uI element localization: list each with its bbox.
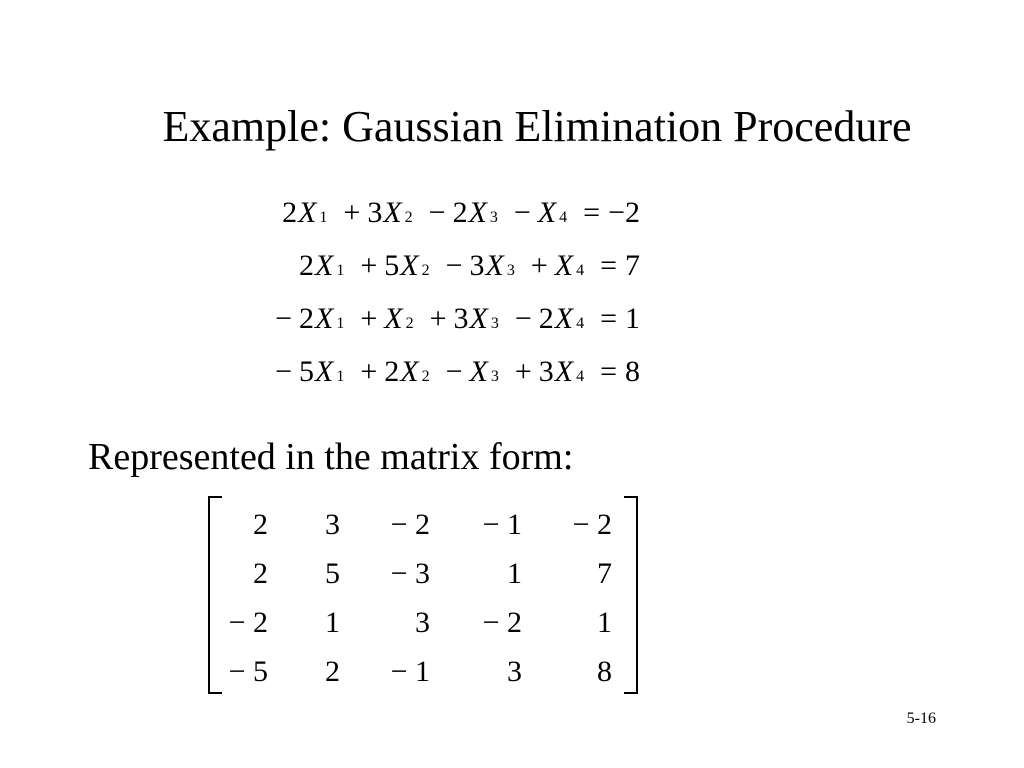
page-number: 5-16: [906, 710, 936, 727]
equation-var: X: [315, 302, 334, 335]
matrix-row: [222, 598, 622, 647]
equation-coef: 3: [538, 355, 554, 388]
matrix-cell: 1: [507, 556, 522, 590]
equation-row: [150, 302, 640, 355]
equation-sub: 3: [490, 315, 499, 332]
equation-coef: 3: [469, 249, 485, 282]
equation-var: X: [298, 196, 317, 229]
equation-op: −: [513, 196, 531, 229]
equation-sub: 1: [319, 209, 328, 226]
equation-sub: 4: [576, 262, 585, 279]
equation-sub: 4: [559, 209, 568, 226]
matrix-form-caption: Represented in the matrix form:: [88, 436, 574, 478]
equation-op: +: [360, 355, 378, 388]
matrix-cell: 7: [597, 556, 612, 590]
equation-op: =: [600, 249, 617, 282]
equation-op: −: [275, 302, 292, 335]
equation-sub: 1: [336, 315, 345, 332]
matrix-cell: − 1: [482, 507, 522, 541]
equation-coef: 2: [299, 302, 314, 335]
equation-var: X: [384, 302, 403, 335]
equation-coef: 2: [299, 249, 314, 282]
equation-op: +: [360, 249, 378, 282]
equation-row: [150, 249, 640, 302]
equation-op: −: [445, 355, 463, 388]
matrix-cell: 3: [507, 654, 522, 688]
matrix-grid: [222, 500, 622, 696]
equation-op: =: [600, 355, 617, 388]
equation-rhs: 8: [625, 355, 640, 388]
equation-op: +: [514, 355, 532, 388]
equation-sub: 3: [490, 368, 499, 385]
equation-coef: 3: [367, 196, 383, 229]
equation-coef: 2: [384, 355, 400, 388]
equation-sub: 1: [336, 262, 345, 279]
equation-row: [150, 355, 640, 408]
matrix-cell: 1: [597, 605, 612, 639]
equation-sub: 2: [405, 315, 414, 332]
equation-sub: 3: [506, 262, 515, 279]
equation-sub: 4: [576, 315, 585, 332]
matrix-cell: − 1: [390, 654, 430, 688]
equation-sub: 4: [576, 368, 585, 385]
slide-title: Example: Gaussian Elimination Procedure: [162, 102, 912, 151]
equation-coef: 5: [384, 249, 400, 282]
right-bracket: [624, 496, 638, 694]
matrix-cell: 1: [325, 605, 340, 639]
equation-sub: 3: [489, 209, 498, 226]
equation-coef: 2: [538, 302, 554, 335]
matrix-cell: 8: [597, 654, 612, 688]
equation-op: −: [428, 196, 446, 229]
matrix-row: [222, 647, 622, 696]
equation-var: X: [400, 249, 419, 282]
matrix-cell: − 2: [228, 605, 268, 639]
equation-op: +: [360, 302, 378, 335]
matrix-cell: − 2: [390, 507, 430, 541]
matrix-cell: 3: [325, 507, 340, 541]
equation-row: [150, 196, 640, 249]
equation-var: X: [383, 196, 402, 229]
equation-system: [150, 196, 640, 408]
equation-sub: 2: [421, 262, 430, 279]
equation-var: X: [485, 249, 504, 282]
equation-var: X: [468, 196, 487, 229]
matrix-cell: − 5: [228, 654, 268, 688]
equation-sub: 1: [336, 368, 345, 385]
matrix-row: [222, 500, 622, 549]
matrix-cell: 2: [325, 654, 340, 688]
equation-var: X: [400, 355, 419, 388]
equation-var: X: [469, 355, 488, 388]
equation-var: X: [554, 249, 574, 282]
equation-coef: 2: [282, 196, 298, 229]
equation-var: X: [554, 302, 574, 335]
equation-op: −: [275, 355, 292, 388]
matrix-cell: − 3: [390, 556, 430, 590]
equation-op: +: [343, 196, 361, 229]
equation-op: +: [429, 302, 447, 335]
equation-rhs: −2: [608, 196, 640, 229]
matrix-cell: 2: [253, 556, 268, 590]
equation-var: X: [554, 355, 574, 388]
equation-rhs: 7: [625, 249, 640, 282]
equation-var: X: [537, 196, 557, 229]
augmented-matrix: [208, 496, 638, 692]
matrix-cell: − 2: [482, 605, 522, 639]
equation-op: +: [530, 249, 548, 282]
equation-rhs: 1: [625, 302, 640, 335]
equation-sub: 2: [404, 209, 413, 226]
matrix-cell: 5: [325, 556, 340, 590]
equation-op: −: [445, 249, 463, 282]
matrix-cell: 2: [253, 507, 268, 541]
equation-var: X: [469, 302, 488, 335]
equation-op: =: [600, 302, 617, 335]
matrix-row: [222, 549, 622, 598]
equation-var: X: [315, 355, 334, 388]
equation-coef: 2: [452, 196, 468, 229]
equation-sub: 2: [421, 368, 430, 385]
equation-coef: 3: [453, 302, 469, 335]
equation-op: =: [583, 196, 601, 229]
equation-coef: 5: [299, 355, 314, 388]
left-bracket: [208, 496, 222, 694]
equation-var: X: [315, 249, 334, 282]
matrix-cell: − 2: [572, 507, 612, 541]
matrix-cell: 3: [415, 605, 430, 639]
equation-op: −: [514, 302, 532, 335]
